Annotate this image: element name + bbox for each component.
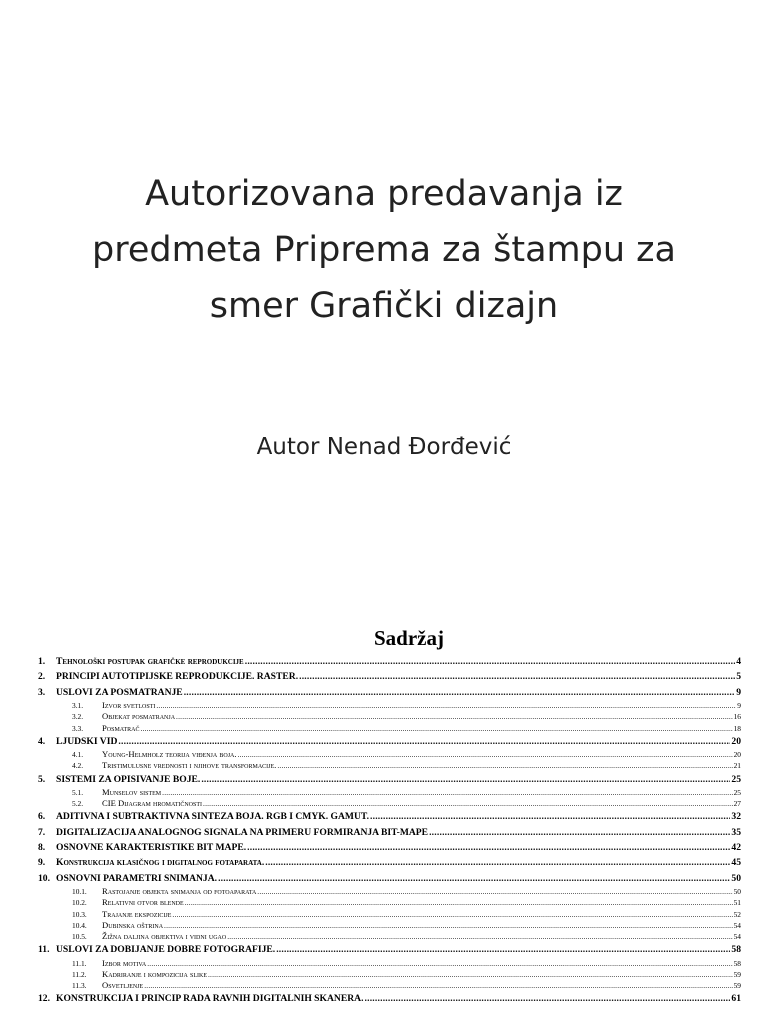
- toc-entry-page: 9: [737, 701, 741, 711]
- toc-dot-leader: [208, 969, 733, 980]
- toc-entry-number: 3.: [38, 686, 46, 698]
- toc-dot-leader: [257, 886, 732, 897]
- toc-entry-page: 5: [736, 671, 741, 683]
- toc-entry-number: 4.2.: [72, 761, 84, 771]
- toc-subentry[interactable]: [38, 723, 741, 734]
- toc-subentry[interactable]: [38, 711, 741, 722]
- toc-entry-number: 4.1.: [72, 750, 84, 760]
- toc-entry-page: 50: [731, 872, 741, 884]
- author-line: Autor Nenad Đorđević: [256, 434, 512, 460]
- toc-entry[interactable]: [38, 825, 741, 840]
- toc-subentry[interactable]: [38, 897, 741, 908]
- toc-dot-leader: [247, 840, 730, 855]
- toc-entry-number: 9.: [38, 857, 46, 869]
- toc-entry-page: 16: [733, 712, 741, 722]
- toc-entry-label: Kadriranje i kompozicija slike: [102, 968, 207, 979]
- toc-entry[interactable]: [38, 809, 741, 824]
- toc-entry-page: 35: [731, 826, 741, 838]
- toc-entry-number: 11.3.: [72, 980, 87, 990]
- toc-entry[interactable]: [38, 772, 741, 787]
- toc-entry-label: Objekat posmatranja: [102, 711, 176, 722]
- toc-entry-label: KONSTRUKCIJA I PRINCIP RADA RAVNIH DIGITALNIH SKANERA.: [56, 993, 364, 1005]
- toc-entry-number: 2.: [38, 671, 46, 683]
- toc-entry[interactable]: [38, 669, 741, 684]
- toc-entry-number: 11.2.: [72, 969, 87, 979]
- toc-entry-number: 10.: [38, 872, 50, 884]
- toc-entry-page: 54: [733, 920, 741, 930]
- toc-entry-page: 58: [731, 944, 741, 956]
- toc-entry-number: 7.: [38, 826, 46, 838]
- toc-dot-leader: [156, 700, 736, 711]
- toc-dot-leader: [238, 749, 733, 760]
- toc-entry-label: Young-Helmholz teorija viđenja boja.: [102, 749, 237, 760]
- toc-entry-label: ADITIVNA I SUBTRAKTIVNA SINTEZA BOJA. RGB I CMYK. GAMUT.: [56, 811, 369, 823]
- toc-entry-page: 42: [731, 842, 741, 854]
- toc-entry[interactable]: [38, 942, 741, 957]
- toc-entry-label: Osvetljenje: [102, 979, 144, 990]
- document-title: [0, 166, 768, 334]
- toc-dot-leader: [277, 760, 732, 771]
- toc-dot-leader: [164, 920, 733, 931]
- toc-entry-number: 10.2.: [72, 898, 87, 908]
- toc-entry-number: 5.1.: [72, 787, 84, 797]
- toc-entry[interactable]: [38, 734, 741, 749]
- toc-entry-number: 10.1.: [72, 887, 87, 897]
- toc-entry-label: Tehnološki postupak grafičke reprodukcije: [56, 656, 244, 667]
- toc-entry-number: 4.: [38, 735, 46, 747]
- toc-entry-page: 20: [733, 750, 741, 760]
- toc-dot-leader: [147, 958, 732, 969]
- toc-entry-number: 3.2.: [72, 712, 84, 722]
- toc-entry[interactable]: [38, 871, 741, 886]
- toc-entry-label: DIGITALIZACIJA ANALOGNOG SIGNALA NA PRIMERU FORMIRANJA BIT-MAPE: [56, 826, 429, 838]
- toc-entry[interactable]: [38, 685, 741, 700]
- toc-entry-page: 21: [733, 761, 741, 771]
- toc-entry-label: Trajanje ekspozicije: [102, 908, 172, 919]
- toc-dot-leader: [299, 669, 735, 684]
- toc-entry-page: 59: [733, 969, 741, 979]
- toc-dot-leader: [429, 825, 730, 840]
- toc-dot-leader: [265, 855, 730, 870]
- toc-entry-page: 52: [733, 909, 741, 919]
- toc-entry-page: 20: [731, 735, 741, 747]
- toc-entry-page: 18: [733, 723, 741, 733]
- toc-entry-page: 4: [736, 656, 741, 667]
- title-line-1: Autorizovana predavanja iz: [145, 174, 623, 214]
- toc-dot-leader: [162, 787, 732, 798]
- toc-dot-leader: [203, 798, 733, 809]
- toc-entry-label: OSNOVNE KARAKTERISTIKE BIT MAPE.: [56, 842, 247, 854]
- toc-entry-label: Relativni otvor blende: [102, 897, 184, 908]
- toc-entry-label: OSNOVNI PARAMETRI SNIMANJA.: [56, 872, 218, 884]
- toc-dot-leader: [276, 942, 730, 957]
- toc-entry-number: 11.1.: [72, 958, 87, 968]
- toc-dot-leader: [172, 909, 732, 920]
- toc-subentry[interactable]: [38, 760, 741, 771]
- toc-entry-page: 51: [733, 898, 741, 908]
- toc-entry-page: 9: [736, 686, 741, 698]
- toc-entry-page: 54: [733, 931, 741, 941]
- toc-subentry[interactable]: [38, 958, 741, 969]
- toc-dot-leader: [185, 897, 733, 908]
- toc-entry-number: 10.3.: [72, 909, 87, 919]
- toc-subentry[interactable]: [38, 920, 741, 931]
- toc-subentry[interactable]: [38, 787, 741, 798]
- toc-entry[interactable]: [38, 840, 741, 855]
- toc-entry-label: LJUDSKI VID: [56, 735, 118, 747]
- toc-dot-leader: [227, 931, 732, 942]
- toc-entry-page: 45: [731, 857, 741, 869]
- toc-entry-number: 1.: [38, 656, 46, 667]
- toc-dot-leader: [176, 711, 733, 722]
- toc-entry-page: 25: [731, 773, 741, 785]
- toc-entry-number: 10.4.: [72, 920, 87, 930]
- toc-entry-number: 3.3.: [72, 723, 84, 733]
- toc-dot-leader: [118, 734, 730, 749]
- toc-subentry[interactable]: [38, 886, 741, 897]
- toc-dot-leader: [184, 685, 736, 700]
- toc-entry-page: 32: [731, 811, 741, 823]
- toc-entry-label: USLOVI ZA DOBIJANJE DOBRE FOTOGRAFIJE.: [56, 944, 276, 956]
- toc-heading: Sadržaj: [374, 626, 444, 650]
- toc-subentry[interactable]: [38, 980, 741, 991]
- toc-entry-page: 25: [733, 787, 741, 797]
- toc-dot-leader: [201, 772, 730, 787]
- toc-entry[interactable]: [38, 991, 741, 1006]
- toc-entry-label: Konstrukcija klasičnog i digitalnog fotaparata.: [56, 857, 265, 869]
- toc-entry-number: 11.: [38, 944, 50, 956]
- toc-subentry[interactable]: [38, 798, 741, 809]
- toc-entry-label: Rastojanje objekta snimanja od fotoaparata: [102, 886, 257, 897]
- toc-entry-label: Izvor svetlosti: [102, 700, 156, 711]
- toc-entry-number: 10.5.: [72, 931, 87, 941]
- toc-entry[interactable]: [38, 855, 741, 870]
- toc-entry[interactable]: [38, 654, 741, 669]
- toc-entry-label: CIE Dijagram hromatičnosti: [102, 798, 203, 809]
- toc-entry-number: 6.: [38, 811, 46, 823]
- toc-entry-page: 50: [733, 887, 741, 897]
- toc-dot-leader: [365, 991, 731, 1006]
- toc-entry-number: 8.: [38, 842, 46, 854]
- toc-entry-label: Tristimulusne vrednosti i njihove transformacije.: [102, 760, 277, 771]
- toc-entry-label: SISTEMI ZA OPISIVANJE BOJE.: [56, 773, 201, 785]
- toc-entry-page: 27: [733, 799, 741, 809]
- toc-entry-page: 61: [731, 993, 741, 1005]
- toc-dot-leader: [218, 871, 730, 886]
- toc-entry-label: Izbor motiva: [102, 957, 147, 968]
- toc-subentry[interactable]: [38, 969, 741, 980]
- toc-dot-leader: [370, 809, 730, 824]
- toc-dot-leader: [245, 654, 735, 669]
- toc-entry-label: USLOVI ZA POSMATRANJE: [56, 686, 183, 698]
- toc-entry-label: Munselov sistem: [102, 786, 162, 797]
- toc-entry-number: 5.2.: [72, 799, 84, 809]
- toc-subentry[interactable]: [38, 749, 741, 760]
- toc-subentry[interactable]: [38, 931, 741, 942]
- toc-entry-page: 58: [733, 958, 741, 968]
- toc-entry-page: 59: [733, 980, 741, 990]
- title-line-2: predmeta Priprema za štampu za: [92, 230, 676, 270]
- table-of-contents: [38, 652, 741, 1007]
- toc-entry-number: 12.: [38, 993, 50, 1005]
- toc-entry-number: 3.1.: [72, 701, 84, 711]
- toc-entry-label: Dubinska oštrina: [102, 919, 164, 930]
- toc-entry-label: PRINCIPI AUTOTIPIJSKE REPRODUKCIJE. RASTER.: [56, 671, 299, 683]
- toc-dot-leader: [140, 723, 732, 734]
- title-line-3: smer Grafički dizajn: [209, 286, 559, 326]
- toc-subentry[interactable]: [38, 909, 741, 920]
- toc-entry-label: Posmatrač: [102, 722, 140, 733]
- toc-dot-leader: [144, 980, 732, 991]
- toc-entry-label: Žižna daljina objektiva i vidni ugao: [102, 930, 227, 941]
- toc-entry-number: 5.: [38, 773, 46, 785]
- toc-subentry[interactable]: [38, 700, 741, 711]
